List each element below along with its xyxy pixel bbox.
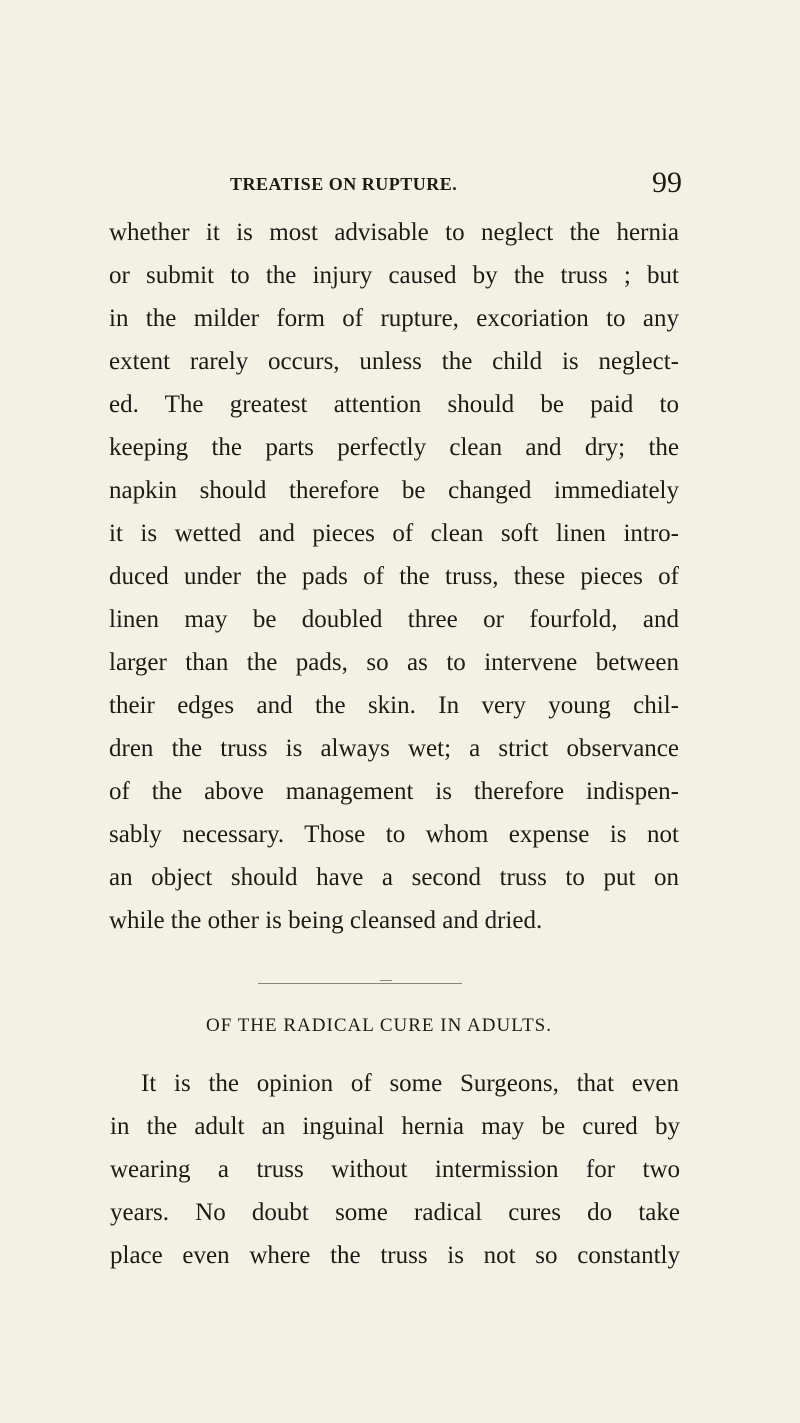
text-line: wearing a truss without intermission for two [110,1156,680,1183]
text-line: in the milder form of rupture, excoriation to any [109,305,679,332]
text-line: extent rarely occurs, unless the child is neglect- [109,348,679,375]
text-line: place even where the truss is not so constantly [110,1242,680,1269]
text-line: napkin should therefore be changed immediately [109,477,679,504]
text-line: it is wetted and pieces of clean soft linen intro- [109,520,679,547]
text-line: or submit to the injury caused by the truss ; but [109,262,679,289]
text-line: It is the opinion of some Surgeons, that even [141,1070,679,1097]
text-line: an object should have a second truss to put on [109,864,679,891]
section-divider [258,980,462,986]
text-line: in the adult an inguinal hernia may be cured by [110,1113,680,1140]
text-line: years. No doubt some radical cures do take [110,1199,680,1226]
text-line: their edges and the skin. In very young chil- [109,692,679,719]
text-line: keeping the parts perfectly clean and dry; the [109,434,679,461]
text-line: whether it is most advisable to neglect the hernia [109,219,679,246]
text-line: linen may be doubled three or fourfold, and [109,606,679,633]
divider-rule [258,983,462,984]
page-number: 99 [652,166,682,199]
text-line: ed. The greatest attention should be paid to [109,391,679,418]
text-line: while the other is being cleansed and dried. [109,907,543,934]
text-line: duced under the pads of the truss, these pieces of [109,563,679,590]
divider-mark [380,980,392,985]
running-head [230,168,682,202]
running-title: TREATISE ON RUPTURE. [230,174,458,194]
text-line: dren the truss is always wet; a strict observance [109,735,679,762]
section-heading: OF THE RADICAL CURE IN ADULTS. [206,1015,552,1036]
text-line: sably necessary. Those to whom expense is not [109,821,679,848]
text-line: of the above management is therefore indispen- [109,778,679,805]
text-line: larger than the pads, so as to intervene between [109,649,679,676]
